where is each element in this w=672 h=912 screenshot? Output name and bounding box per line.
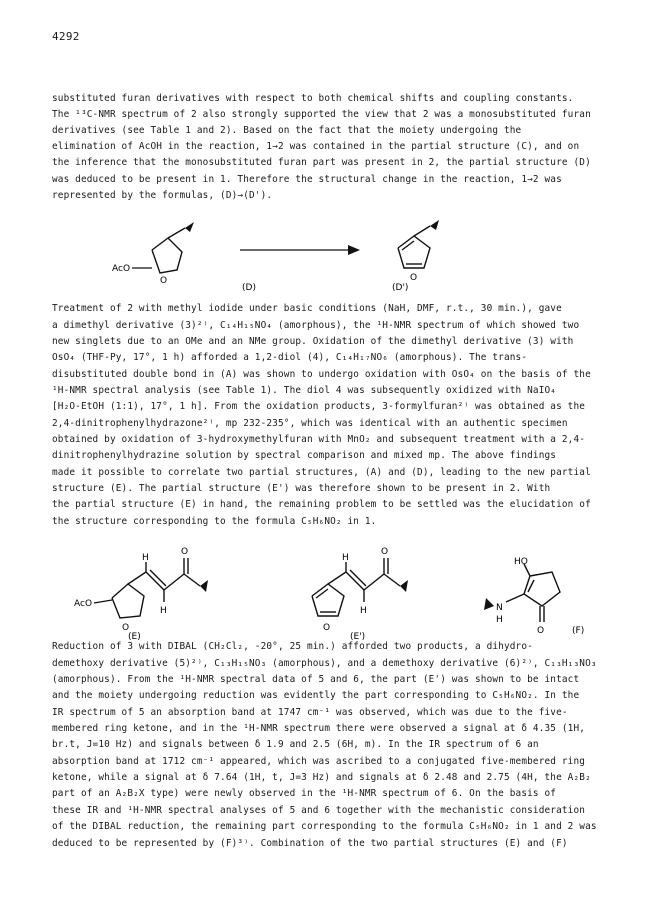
- text-line: and the moiety undergoing reduction was evidently the part corresponding to C₅H₆NO₂. In the: [52, 690, 580, 701]
- text-line: made it possible to correlate two partial structures, (A) and (D), leading to the new partial: [52, 467, 591, 478]
- structure-e-prime: [312, 558, 400, 616]
- label-e: (E): [128, 632, 141, 640]
- label-d: (D): [242, 283, 256, 293]
- wedge-bond: [185, 222, 194, 232]
- text-line: deduced to be represented by (F)³⁾. Combination of the two partial structures (E) and (F): [52, 838, 568, 849]
- text-line: ¹H-NMR spectral analysis (see Table 1). The diol 4 was subsequently oxidized with NaIO₄: [52, 385, 557, 396]
- wedge-bond: [430, 220, 439, 230]
- aco-label: AcO: [112, 264, 131, 274]
- hydrogen-label: H: [160, 606, 167, 616]
- text-line: these IR and ¹H-NMR spectral analyses of 5 and 6 together with the mechanistic consideration: [52, 805, 586, 816]
- text-line: elimination of AcOH in the reaction, 1→2 was contained in the partial structure (C), and on: [52, 141, 580, 152]
- aco-label: AcO: [74, 599, 93, 609]
- text-line: derivatives (see Table 1 and 2). Based on the fact that the moiety undergoing the: [52, 125, 522, 136]
- text-line: IR spectrum of 5 an absorption band at 1747 cm⁻¹ was observed, which was due to the five-: [52, 707, 568, 718]
- text-line: membered ring ketone, and in the ¹H-NMR spectrum there were observed a signal at δ 4.35 (1H,: [52, 723, 586, 734]
- text-line: demethoxy derivative (5)²⁾, C₁₃H₁₅NO₃ (amorphous), and a demethoxy derivative (6)²⁾, C₁₃H₁₃NO₃: [52, 658, 597, 669]
- text-line: structure (E). The partial structure (E') was therefore shown to be present in 2. With: [52, 483, 551, 494]
- hydrogen-label: H: [342, 553, 349, 563]
- text-line: substituted furan derivatives with respect to both chemical shifts and coupling constants.: [52, 93, 574, 104]
- text-line: OsO₄ (THF-Py, 17°, 1 h) afforded a 1,2-diol (4), C₁₄H₁₇NO₆ (amorphous). The trans-: [52, 352, 528, 363]
- nitrogen-label: N: [496, 603, 503, 613]
- text-line: The ¹³C-NMR spectrum of 2 also strongly supported the view that 2 was a monosubstituted furan: [52, 109, 591, 120]
- text-line: part of an A₂B₂X type) were newly observed in the ¹H-NMR spectrum of 6. On the basis of: [52, 788, 557, 799]
- label-d-prime: (D'): [392, 283, 409, 293]
- text-line: the partial structure (E) in hand, the remaining problem to be settled was the elucidation of: [52, 499, 591, 510]
- text-line: dinitrophenylhydrazine solution by spectral comparison and mixed mp. The above findings: [52, 450, 557, 461]
- text-line: (amorphous). From the ¹H-NMR spectral data of 5 and 6, the part (E') was shown to be intact: [52, 674, 580, 685]
- scheme-d-to-d-prime: [90, 208, 510, 296]
- text-line: represented by the formulas, (D)→(D').: [52, 190, 273, 201]
- page-number: 4292: [52, 30, 80, 43]
- hydrogen-label: H: [496, 615, 503, 625]
- text-line: obtained by oxidation of 3-hydroxymethylfuran with MnO₂ and subsequent treatment with a 2,4-: [52, 434, 586, 445]
- text-line: absorption band at 1712 cm⁻¹ appeared, which was ascribed to a conjugated five-membered ring: [52, 756, 586, 767]
- text-line: ketone, while a signal at δ 7.64 (1H, t, J=3 Hz) and signals at δ 2.48 and 2.75 (4H, the A₂B₂: [52, 772, 591, 783]
- text-line: of the DIBAL reduction, the remaining part corresponding to the formula C₅H₆NO₂ in 1 and 2 was: [52, 821, 597, 832]
- carbonyl-oxygen-label: O: [181, 547, 189, 557]
- structure-e: [112, 558, 200, 618]
- partial-structures-e-f: [60, 540, 620, 640]
- hydroxyl-label: HO: [514, 557, 528, 567]
- text-line: a dimethyl derivative (3)²⁾, C₁₄H₁₅NO₄ (amorphous), the ¹H-NMR spectrum of which showed two: [52, 320, 580, 331]
- text-line: the structure corresponding to the formula C₅H₆NO₂ in 1.: [52, 516, 377, 527]
- text-line: new singlets due to an OMe and an NMe group. Oxidation of the dimethyl derivative (3) with: [52, 336, 574, 347]
- hydrogen-label: H: [142, 553, 149, 563]
- ring-oxygen-label: O: [122, 623, 130, 633]
- label-e-prime: (E'): [350, 632, 366, 640]
- carbonyl-oxygen-label: O: [537, 626, 545, 636]
- carbonyl-oxygen-label: O: [381, 547, 389, 557]
- label-f: (F): [572, 626, 585, 636]
- ring-oxygen-label: O: [160, 276, 168, 286]
- text-line: the inference that the monosubstituted furan part was present in 2, the partial structure (D): [52, 157, 591, 168]
- structure-d-prime: [398, 226, 430, 268]
- structure-d: [152, 228, 185, 273]
- text-line: br.t, J=10 Hz) and signals between δ 1.9 and 2.5 (6H, m). In the IR spectrum of 6 an: [52, 739, 539, 750]
- ring-oxygen-label: O: [323, 623, 331, 633]
- ring-oxygen-label: O: [410, 273, 418, 283]
- text-line: disubstituted double bond in (A) was shown to undergo oxidation with OsO₄ on the basis of the: [52, 369, 591, 380]
- text-line: 2,4-dinitrophenylhydrazone²⁾, mp 232-235°, which was identical with an authentic specimen: [52, 418, 568, 429]
- text-line: [H₂O-EtOH (1:1), 17°, 1 h]. From the oxidation products, 3-formylfuran²⁾ was obtained as the: [52, 401, 586, 412]
- text-line: Treatment of 2 with methyl iodide under basic conditions (NaH, DMF, r.t., 30 min.), gave: [52, 303, 562, 314]
- text-line: was deduced to be present in 1. Therefore the structural change in the reaction, 1→2 was: [52, 174, 562, 185]
- structure-f: [506, 564, 560, 622]
- hydrogen-label: H: [360, 606, 367, 616]
- text-line: Reduction of 3 with DIBAL (CH₂Cl₂, -20°, 25 min.) afforded two products, a dihydro-: [52, 641, 533, 652]
